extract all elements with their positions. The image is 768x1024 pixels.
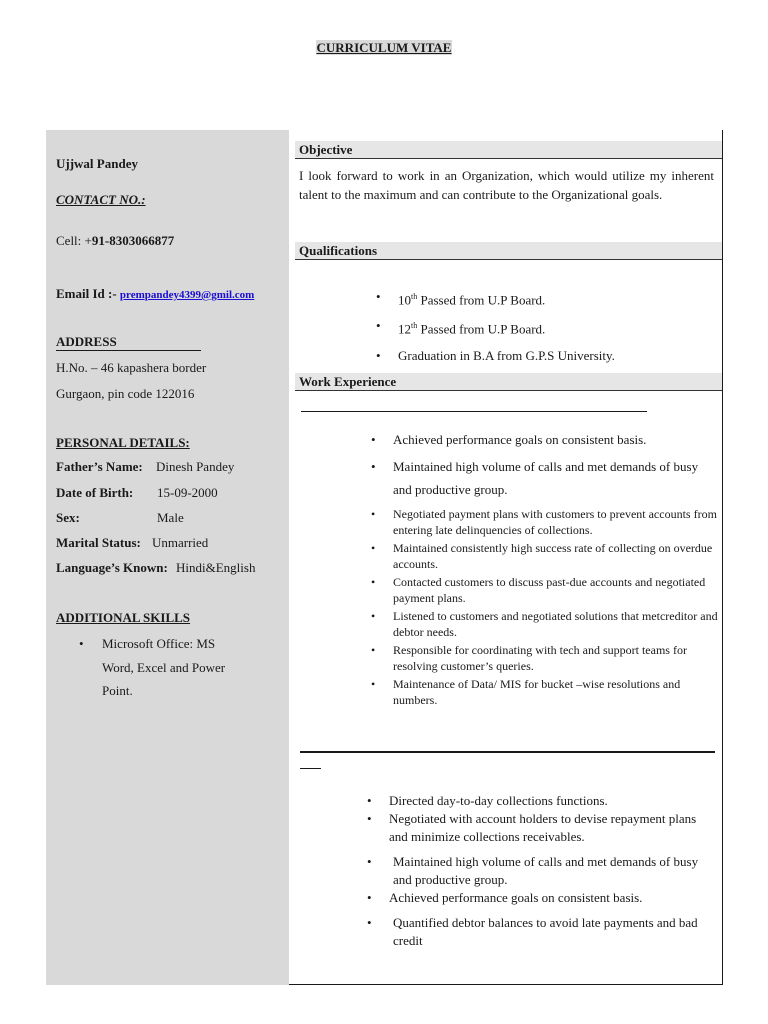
- bullet-icon: •: [367, 811, 372, 826]
- bullet-icon: •: [371, 609, 376, 623]
- qual-text: Passed from U.P Board.: [417, 292, 546, 308]
- work-item: Achieved performance goals on consistent basis.: [393, 432, 647, 447]
- list-item: [371, 428, 711, 451]
- work-item: Contacted customers to discuss past-due accounts and negotiated payment plans.: [393, 575, 706, 605]
- list-item: [367, 889, 717, 907]
- list-item: [367, 853, 717, 889]
- personal-label: Language’s Known:: [56, 560, 168, 575]
- bullet-icon: •: [376, 347, 381, 363]
- qual-text: Graduation in B.A from G.P.S University.: [398, 347, 615, 363]
- qual-sup: th: [411, 321, 418, 331]
- work-heading: Work Experience: [295, 373, 722, 391]
- bullet-icon: •: [371, 507, 376, 521]
- work-item: Maintained consistently high success rate of collecting on overdue accounts.: [393, 541, 713, 571]
- list-item: [371, 574, 721, 606]
- skill-line: Point.: [102, 683, 133, 698]
- left-sidebar: [46, 130, 289, 985]
- email-label: Email Id :-: [56, 286, 117, 301]
- skills-heading: ADDITIONAL SKILLS: [56, 610, 191, 625]
- qual-num: 10: [398, 292, 411, 308]
- address-line-2: Gurgaon, pin code 122016: [56, 386, 195, 401]
- bullet-icon: •: [371, 432, 376, 447]
- work-item: Maintained high volume of calls and met demands of busy and productive group.: [393, 459, 699, 497]
- bullet-icon: •: [367, 854, 372, 869]
- work-list-1b: [371, 506, 721, 708]
- personal-heading: PERSONAL DETAILS:: [56, 435, 190, 450]
- work-item: Responsible for coordinating with tech and support teams for resolving customer’s queries.: [393, 643, 687, 673]
- work-item: Maintenance of Data/ MIS for bucket –wise resolutions and numbers.: [393, 677, 681, 707]
- cell-number: 91-8303066877: [91, 233, 175, 248]
- work-item: Achieved performance goals on consistent basis.: [389, 890, 643, 905]
- bullet-icon: •: [367, 793, 372, 808]
- bottom-border: [289, 984, 723, 985]
- list-item: [371, 642, 721, 674]
- qualifications-heading: Qualifications: [295, 242, 722, 260]
- right-border: [722, 130, 723, 985]
- work-item: Quantified debtor balances to avoid late payments and bad credit: [393, 915, 698, 948]
- skill-line: Word, Excel and Power: [102, 660, 226, 675]
- document-title: [0, 40, 768, 56]
- bullet-icon: •: [371, 459, 376, 474]
- qual-num: 12: [398, 321, 411, 337]
- objective-text: I look forward to work in an Organization, which would utilize my inherent talent to the maximum and can contribute to the Organizational goals.: [299, 168, 714, 202]
- work-divider: [301, 411, 647, 412]
- personal-label: Father’s Name:: [56, 459, 143, 474]
- email-link[interactable]: prempandey4399@gmil.com: [119, 289, 255, 301]
- objective-heading: Objective: [295, 141, 722, 159]
- bullet-icon: •: [371, 541, 376, 555]
- cell-line: [56, 233, 174, 249]
- list-item: [376, 313, 718, 342]
- skill-bullet-icon: •: [79, 636, 84, 651]
- list-item: [367, 792, 717, 810]
- short-divider: [300, 768, 321, 769]
- skill-line: Microsoft Office: MS: [102, 636, 216, 651]
- personal-value: Unmarried: [152, 535, 209, 550]
- personal-value: 15-09-2000: [157, 485, 218, 500]
- qualifications-list: [376, 284, 718, 369]
- bullet-icon: •: [367, 915, 372, 930]
- list-item: [371, 455, 711, 501]
- personal-value: Dinesh Pandey: [156, 459, 235, 474]
- address-heading: ADDRESS: [56, 334, 117, 349]
- bullet-icon: •: [376, 318, 381, 334]
- list-item: [371, 608, 721, 640]
- work-item: Negotiated with account holders to devise repayment plans and minimize collections receivables.: [389, 811, 697, 844]
- section-divider: [300, 751, 715, 753]
- work-item: Directed day-to-day collections functions.: [389, 793, 608, 808]
- work-item: Listened to customers and negotiated solutions that metcreditor and debtor needs.: [393, 609, 718, 639]
- qual-text: Passed from U.P Board.: [417, 321, 546, 337]
- work-list-1a: [371, 428, 711, 501]
- work-item: Maintained high volume of calls and met demands of busy and productive group.: [393, 854, 699, 887]
- personal-label: Sex:: [56, 510, 80, 525]
- address-underline: [56, 350, 201, 351]
- bullet-icon: •: [376, 289, 381, 304]
- work-list-2: [367, 792, 717, 950]
- bullet-icon: •: [371, 575, 376, 589]
- bullet-icon: •: [371, 643, 376, 657]
- list-item: [376, 343, 718, 369]
- title-text: CURRICULUM VITAE: [316, 40, 452, 55]
- list-item: [376, 284, 718, 313]
- list-item: [371, 676, 721, 708]
- contact-heading: CONTACT NO.:: [56, 192, 146, 207]
- personal-label: Date of Birth:: [56, 485, 134, 500]
- personal-label: Marital Status:: [56, 535, 141, 550]
- list-item: [371, 540, 721, 572]
- list-item: [371, 506, 721, 538]
- qual-sup: th: [411, 292, 418, 301]
- list-item: [367, 810, 717, 846]
- bullet-icon: •: [367, 890, 372, 905]
- work-item: Negotiated payment plans with customers to prevent accounts from entering late delinquencies of collections.: [393, 507, 717, 537]
- list-item: [367, 914, 717, 950]
- address-line-1: H.No. – 46 kapashera border: [56, 360, 207, 375]
- personal-value: Male: [157, 510, 184, 525]
- email-line: [56, 286, 254, 302]
- cell-label: Cell: +: [56, 233, 92, 248]
- bullet-icon: •: [371, 677, 376, 691]
- personal-value: Hindi&English: [176, 560, 256, 575]
- candidate-name: Ujjwal Pandey: [56, 156, 138, 171]
